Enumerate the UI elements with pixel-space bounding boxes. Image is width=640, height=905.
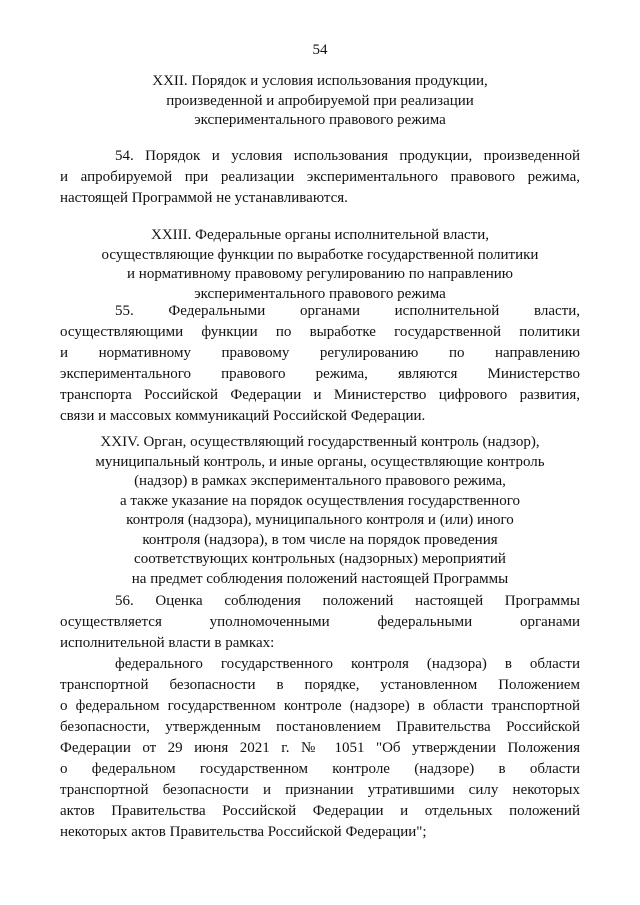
heading-line: экспериментального правового режима xyxy=(194,285,446,302)
paragraph-56 xyxy=(60,591,580,654)
paragraph-line: 56. Оценка соблюдения положений настоящей Программы xyxy=(115,593,580,609)
heading-line: а также указание на порядок осуществления государственного xyxy=(120,492,520,509)
paragraph-line: Федерации от 29 июня 2021 г. № 1051 "Об утверждении Положения xyxy=(60,740,580,756)
heading-line: экспериментального правового режима xyxy=(194,112,446,128)
paragraph-line: экспериментального правового режима, являются Министерство xyxy=(60,366,580,382)
heading-line: осуществляющие функции по выработке государственной политики xyxy=(101,246,539,263)
heading-line: контроля (надзора), в том числе на порядок проведения xyxy=(142,531,498,548)
paragraph-line: федерального государственного контроля (надзора) в области xyxy=(115,656,580,672)
paragraph-line: 54. Порядок и условия использования продукции, произведенной xyxy=(115,148,580,164)
paragraph-line: и апробируемой при реализации экспериментального правового режима, xyxy=(60,169,580,185)
subparagraph-federal-control xyxy=(60,654,580,843)
paragraph-line: безопасности, утвержденным постановлением Правительства Российской xyxy=(60,719,580,735)
paragraph-line: о федеральном государственном контроле (надзоре) в области xyxy=(60,761,580,777)
section-heading-xxii xyxy=(60,72,580,131)
heading-line: и нормативному правовому регулированию по направлению xyxy=(127,266,513,282)
heading-line: XXIII. Федеральные органы исполнительной власти, xyxy=(151,227,489,243)
paragraph-line: транспортной безопасности и признании утратившими силу некоторых xyxy=(60,782,580,798)
paragraph-line: актов Правительства Российской Федерации и отдельных положений xyxy=(60,803,580,819)
paragraph-line: осуществляется уполномоченными федеральными органами xyxy=(60,614,580,630)
paragraph-line: транспорта Российской Федерации и Министерство цифрового развития, xyxy=(60,387,580,403)
paragraph-line: некоторых актов Правительства Российской Федерации"; xyxy=(60,824,427,840)
heading-line: произведенной и апробируемой при реализации xyxy=(166,92,474,109)
paragraph-line: транспортной безопасности в порядке, установленном Положением xyxy=(60,677,580,693)
paragraph-55 xyxy=(60,301,580,427)
paragraph-line: и нормативному правовому регулированию по направлению xyxy=(60,345,580,361)
heading-line: (надзор) в рамках экспериментального правового режима, xyxy=(134,473,506,489)
paragraph-line: исполнительной власти в рамках: xyxy=(60,635,275,651)
heading-line: муниципальный контроль, и иные органы, осуществляющие контроль xyxy=(95,453,545,470)
heading-line: XXII. Порядок и условия использования продукции, xyxy=(152,73,488,89)
paragraph-line: о федеральном государственном контроле (надзоре) в области транспортной xyxy=(60,698,580,714)
paragraph-line: 55. Федеральными органами исполнительной власти, xyxy=(115,303,580,319)
section-heading-xxiv xyxy=(60,433,580,589)
paragraph-54 xyxy=(60,146,580,209)
paragraph-line: осуществляющими функции по выработке государственной политики xyxy=(60,324,580,340)
page-number: 54 xyxy=(312,42,328,58)
section-heading-xxiii xyxy=(60,226,580,304)
paragraph-line: связи и массовых коммуникаций Российской Федерации. xyxy=(60,408,426,424)
heading-line: XXIV. Орган, осуществляющий государственный контроль (надзор), xyxy=(100,434,540,450)
heading-line: соответствующих контрольных (надзорных) мероприятий xyxy=(134,551,506,567)
paragraph-line: настоящей Программой не устанавливаются. xyxy=(60,190,348,206)
heading-line: контроля (надзора), муниципального контроля и (или) иного xyxy=(126,512,514,528)
heading-line: на предмет соблюдения положений настоящей Программы xyxy=(131,570,509,587)
